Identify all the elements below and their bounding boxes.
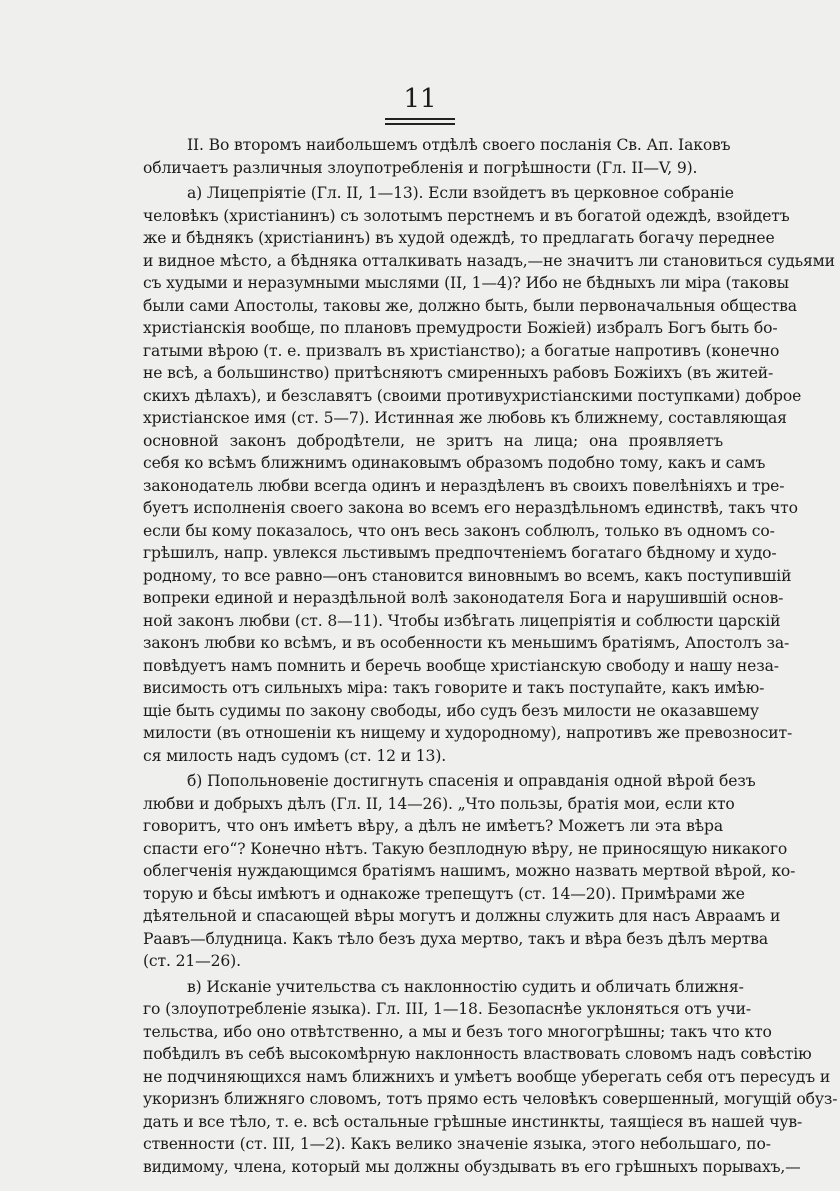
text-line: ся милость надъ судомъ (ст. 12 и 13).: [143, 746, 447, 765]
header-rule-bottom: [385, 123, 455, 125]
text-line: скихъ дѣлахъ), и безславятъ (своими противухристіанскими поступками) доброе: [143, 386, 802, 405]
text-line: и видное мѣсто, а бѣдняка отталкивать назадъ,—не значитъ ли становиться судьями: [143, 251, 835, 270]
text-line: дать и все тѣло, т. е. всѣ остальные грѣшные инстинкты, таящіеся въ нашей чув-: [143, 1112, 803, 1131]
text-line: ной законъ любви (ст. 8—11). Чтобы избѣгать лицепріятія и соблюсти царскій: [143, 611, 781, 630]
text-line: видимому, члена, который мы должны обуздывать въ его грѣшныхъ порывахъ,—: [143, 1157, 801, 1176]
text-line: висимость отъ сильныхъ міра: такъ говорите и такъ поступайте, какъ имѣю-: [143, 679, 765, 697]
text-line: побѣдилъ въ себѣ высокомѣрную наклонность властвовать словомъ надъ совѣстію: [143, 1045, 812, 1063]
text-line: не подчиняющихся намъ ближнихъ и умѣетъ вообще уберегать себя отъ пересудъ и: [143, 1067, 831, 1086]
text-line: законодатель любви всегда одинъ и нераздѣленъ въ своихъ повелѣніяхъ и тре-: [143, 476, 785, 495]
text-line: не всѣ, а большинство) притѣсняютъ смиренныхъ рабовъ Божіихъ (въ житей-: [143, 364, 774, 382]
text-line: были сами Апостолы, таковы же, должно быть, были первоначальныя общества: [143, 296, 797, 315]
text-line: дѣятельной и спасающей вѣры могутъ и должны служить для насъ Авраамъ и: [143, 907, 781, 925]
paragraph: [143, 134, 731, 179]
text-line: милости (въ отношеніи къ нищему и худородному), напротивъ же превозносит-: [143, 724, 793, 742]
text-line: спасти его“? Конечно нѣтъ. Такую безплодную вѣру, не приносящую никакого: [143, 839, 788, 858]
text-line: Раавъ—блудница. Какъ тѣло безъ духа мертво, такъ и вѣра безъ дѣлъ мертва: [143, 929, 768, 948]
header-rule-top: [385, 118, 455, 120]
text-line: укоризнъ ближняго словомъ, тотъ прямо есть человѣкъ совершенный, могущій обуз-: [143, 1090, 838, 1108]
text-line: обличаетъ различныя злоупотребленія и погрѣшности (Гл. II—V, 9).: [143, 158, 698, 177]
text-line: го (злоупотребленіе языка). Гл. III, 1—18. Безопаснѣе уклоняться отъ учи-: [143, 1000, 752, 1018]
body-text: [143, 134, 838, 1181]
text-line: законъ любви ко всѣмъ, и въ особенности къ меньшимъ братіямъ, Апостолъ за-: [143, 634, 790, 652]
paragraph-gap: [143, 1178, 723, 1181]
text-line: говоритъ, что онъ имѣетъ вѣру, а дѣлъ не имѣетъ? Можетъ ли эта вѣра: [143, 817, 723, 835]
paragraph: [143, 770, 796, 973]
text-line: торую и бѣсы имѣютъ и однакоже трепещутъ (ст. 14—20). Примѣрами же: [143, 884, 745, 903]
text-line: а) Лицепріятіе (Гл. II, 1—13). Если взойдетъ въ церковное собраніе: [187, 184, 734, 202]
text-line: вопреки единой и нераздѣльной волѣ законодателя Бога и нарушившій основ-: [143, 589, 784, 607]
text-line: же и бѣднякъ (христіанинъ) въ худой одеждѣ, то предлагать богачу переднее: [143, 229, 775, 247]
text-line: съ худыми и неразумными мыслями (II, 1—4)? Ибо не бѣдныхъ ли міра (таковы: [143, 274, 789, 292]
paragraph: [143, 182, 835, 767]
text-line: ственности (ст. III, 1—2). Какъ велико значеніе языка, этого небольшаго, по-: [143, 1135, 771, 1153]
page-number: 11: [403, 84, 437, 114]
text-line: родному, то все равно—онъ становится виновнымъ во всемъ, какъ поступившій: [143, 566, 792, 585]
text-line: гатыми вѣрою (т. е. призвалъ въ христіанство); а богатые напротивъ (конечно: [143, 341, 780, 360]
text-line: II. Во второмъ наибольшемъ отдѣлѣ своего посланія Св. Ап. Іаковъ: [187, 136, 731, 154]
text-line: человѣкъ (христіанинъ) съ золотымъ перстнемъ и въ богатой одеждѣ, взойдетъ: [143, 206, 790, 225]
paragraph: [143, 976, 838, 1179]
text-line: б) Попольновеніе достигнуть спасенія и оправданія одной вѣрой безъ: [187, 772, 756, 790]
text-line: христіанское имя (ст. 5—7). Истинная же любовь къ ближнему, составляющая: [143, 409, 787, 427]
text-line: себя ко всѣмъ ближнимъ одинаковымъ образомъ подобно тому, какъ и самъ: [143, 454, 766, 472]
text-line: грѣшилъ, напр. увлекся льстивымъ предпочтеніемъ богатаго бѣдному и худо-: [143, 544, 777, 562]
text-line: (ст. 21—26).: [143, 952, 241, 970]
text-line: повѣдуетъ намъ помнить и беречь вообще христіанскую свободу и нашу неза-: [143, 656, 779, 675]
text-line: в) Исканіе учительства съ наклонностію судить и обличать ближня-: [187, 977, 744, 996]
text-line: основной законъ добродѣтели, не зритъ на лица; она проявляетъ: [143, 431, 723, 450]
text-line: тельства, ибо оно отвѣтственно, а мы и безъ того многогрѣшны; такъ что кто: [143, 1022, 772, 1041]
text-line: любви и добрыхъ дѣлъ (Гл. II, 14—26). „Что пользы, братія мои, если кто: [143, 794, 735, 813]
text-line: буетъ исполненія своего закона во всемъ его нераздѣльномъ единствѣ, такъ что: [143, 499, 798, 517]
text-line: христіанскія вообще, по плановъ премудрости Божіей) избралъ Богъ быть бо-: [143, 319, 778, 337]
text-line: щіе быть судимы по закону свободы, ибо судъ безъ милости не оказавшему: [143, 701, 759, 720]
text-line: облегченія нуждающимся братіямъ нашимъ, можно назвать мертвой вѣрой, ко-: [143, 862, 796, 880]
text-line: если бы кому показалось, что онъ весь законъ соблюлъ, только въ одномъ со-: [143, 521, 775, 540]
